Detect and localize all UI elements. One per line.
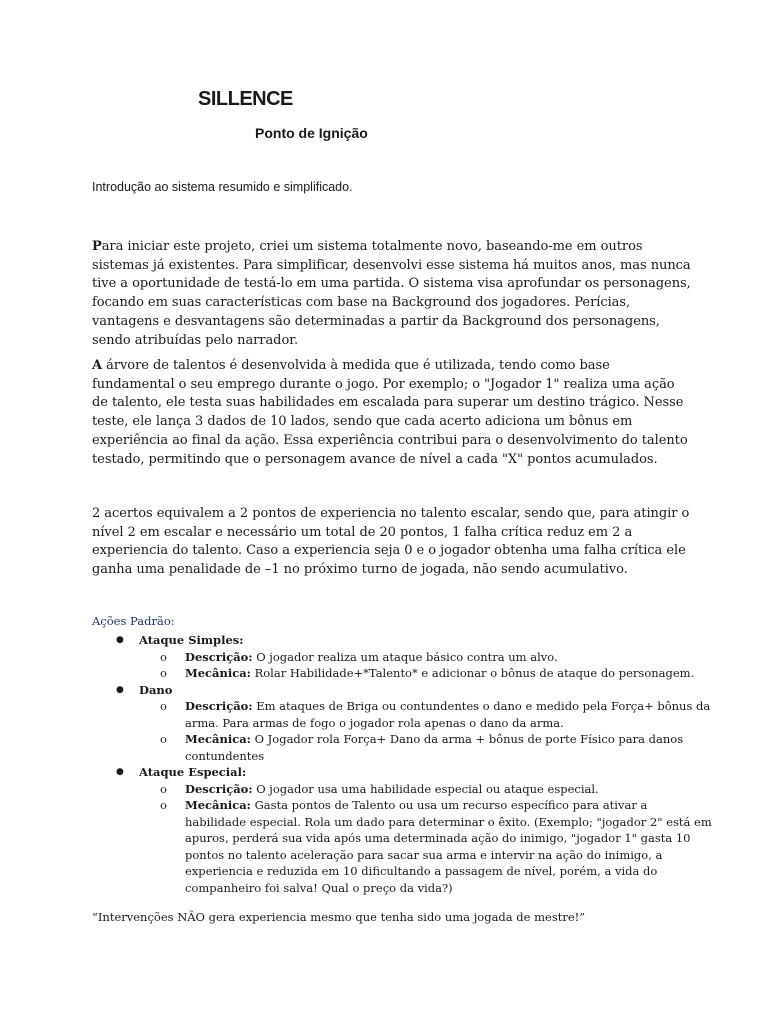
paragraph-text: 2 acertos equivalem a 2 pontos de experiencia no talento escalar, sendo que, para atingir o nível 2 em escalar e necessário um total de 20 pontos, 1 falha crítica reduz em 2 a experiencia do talento. Caso a experiencia seja 0 e o jogador obtenha uma falha crítica ele ganha uma penalidade de –1 no próximo turno de jogada, não sendo acumulativo. <box>92 506 690 578</box>
circle-bullet-icon: o <box>160 798 167 812</box>
detail-label: Mecânica: <box>185 666 251 680</box>
list-item <box>92 731 712 764</box>
action-title: Ataque Simples: <box>139 633 244 647</box>
paragraph-initial: A <box>92 358 103 373</box>
action-title: Ataque Especial: <box>139 765 247 779</box>
detail-label: Descrição: <box>185 649 253 664</box>
action-title: Dano <box>139 682 173 697</box>
circle-bullet-icon: o <box>160 781 167 796</box>
detail-text: O jogador realiza um ataque básico contra um alvo. <box>252 649 558 664</box>
bullet-icon: ● <box>116 767 124 777</box>
list-item <box>92 682 712 765</box>
list-item <box>92 649 712 666</box>
detail-label: Mecânica: <box>185 798 251 812</box>
list-item <box>92 797 712 896</box>
list-item <box>92 632 712 682</box>
detail-label: Descrição: <box>185 699 253 713</box>
circle-bullet-icon: o <box>160 699 167 713</box>
paragraph-experience-rules <box>92 505 692 580</box>
actions-heading: Ações Padrão: <box>92 614 175 628</box>
bullet-icon: ● <box>116 684 124 695</box>
list-item <box>92 698 712 731</box>
paragraph-initial: P <box>92 239 102 254</box>
action-details <box>139 781 712 897</box>
detail-text: Rolar Habilidade+*Talento* e adicionar o bônus de ataque do personagem. <box>250 666 695 680</box>
circle-bullet-icon: o <box>160 732 167 746</box>
action-details <box>139 649 712 682</box>
list-item <box>92 665 712 682</box>
paragraph-text: ara iniciar este projeto, criei um sistema totalmente novo, baseando-me em outros sistemas já existentes. Para simplificar, desenvolvi esse sistema há muitos anos, mas nunca tive a oportunidade de testá-lo em uma partida. O sistema visa aprofundar os personagens, focando em suas características com base na Background dos jogadores. Perícias, vantagens e desvantagens são determinadas a partir da Background dos personagens, sendo atribuídas pelo narrador. <box>92 239 691 348</box>
detail-text: Gasta pontos de Talento ou usa um recurso específico para ativar a habilidade especial. Rola um dado para determinar o êxito. (Exemplo; "jogador 2" está em apuros, perderá sua vida após uma determinada ação do inimigo, "jogador 1" gasta 10 pontos no talento aceleração para sacar sua arma e intervir na ação do inimigo, a experiencia e reduzida em 10 dificultando a passagem de nível, porém, a vida do companheiro foi salva! Qual o preço da vida?) <box>185 798 712 895</box>
detail-text: O Jogador rola Força+ Dano da arma + bônus de porte Físico para danos contundentes <box>185 732 684 763</box>
detail-text: O jogador usa uma habilidade especial ou ataque especial. <box>252 781 599 796</box>
list-item <box>92 781 712 798</box>
detail-text: Em ataques de Briga ou contundentes o dano e medido pela Força+ bônus da arma. Para armas de fogo o jogador rola apenas o dano da arma. <box>185 699 711 730</box>
intro-text: ntrodução ao sistema resumido e simplificado. <box>95 180 353 194</box>
list-item <box>92 764 712 896</box>
circle-bullet-icon: o <box>160 666 167 680</box>
paragraph-text: árvore de talentos é desenvolvida à medida que é utilizada, tendo como base fundamental o seu emprego durante o jogo. Por exemplo; o "Jogador 1" realiza uma ação de talento, ele testa suas habilidades em escalada para superar um destino trágico. Nesse teste, ele lança 3 dados de 10 lados, sendo que cada acerto adiciona um bônus em experiência ao final da ação. Essa experiência contribui para o desenvolvimento do talento testado, permitindo que o personagem avance de nível a cada "X" pontos acumulados. <box>92 358 688 467</box>
action-details <box>139 698 712 764</box>
detail-label: Descrição: <box>185 781 253 796</box>
intro-first-letter: I <box>92 180 96 194</box>
paragraph-project <box>92 238 692 350</box>
document-subtitle: Ponto de Ignição <box>255 125 368 141</box>
paragraph-talent-tree <box>92 357 692 469</box>
closing-quote: “Intervenções NÃO gera experiencia mesmo que tenha sido uma jogada de mestre!” <box>92 910 586 924</box>
document-title: SILLENCE <box>198 88 293 110</box>
detail-label: Mecânica: <box>185 732 251 746</box>
bullet-icon: ● <box>116 635 124 645</box>
intro-line <box>92 180 353 194</box>
actions-list <box>92 632 712 896</box>
circle-bullet-icon: o <box>160 649 167 664</box>
